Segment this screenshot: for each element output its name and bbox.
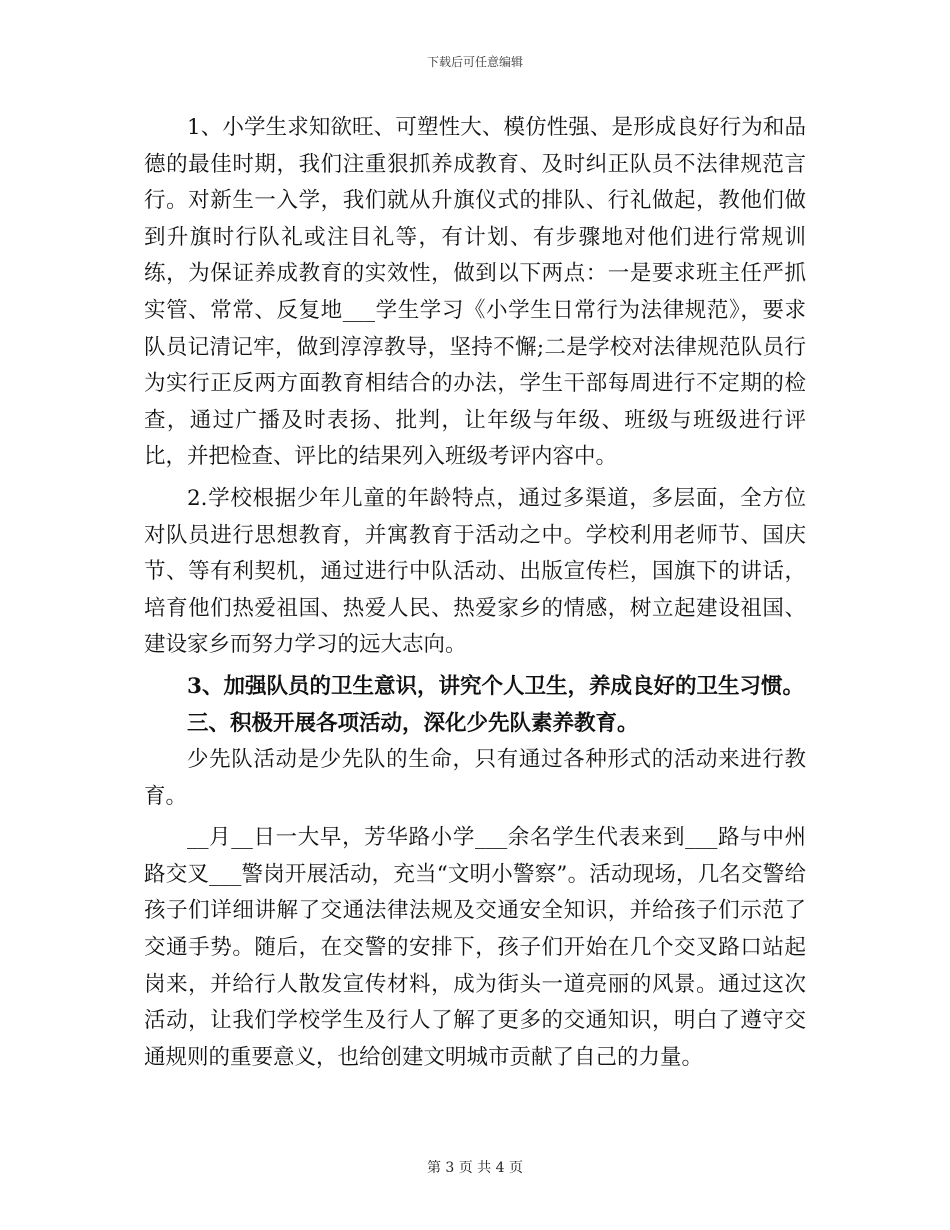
paragraph-traffic-activity: __月__日一大早，芳华路小学___余名学生代表来到___路与中州路交叉___警岗开展活动，充当“文明小警察”。活动现场，几名交警给孩子们详细讲解了交通法律法规及交通安全知识，并给孩子们示范了交通手势。随后，在交警的安排下，孩子们开始在几个交叉路口站起岗来，并给行人散发宣传材料，成为街头一道亮丽的风景。通过这次活动，让我们学校学生及行人了解了更多的交通知识，明白了遵守交通规则的重要意义，也给创建文明城市贡献了自己的力量。 [144, 825, 806, 1070]
heading-hygiene: 3、加强队员的卫生意识，讲究个人卫生，养成良好的卫生习惯。 [187, 673, 804, 699]
page-header: 下载后可任意编辑 [426, 55, 523, 69]
paragraph-1: 1、小学生求知欲旺、可塑性大、模仿性强、是形成良好行为和品德的最佳时期，我们注重狠抓养成教育、及时纠正队员不法律规范言行。对新生一入学，我们就从升旗仪式的排队、行礼做起，教他们做到升旗时行队礼或注目礼等，有计划、有步骤地对他们进行常规训练，为保证养成教育的实效性，做到以下两点：一是要求班主任严抓实管、常常、反复地___学生学习《小学生日常行为法律规范》，要求队员记清记牢，做到淳淳教导，坚持不懈;二是学校对法律规范队员行为实行正反两方面教育相结合的办法，学生干部每周进行不定期的检查，通过广播及时表扬、批判，让年级与年级、班级与班级进行评比，并把检查、评比的结果列入班级考评内容中。 [144, 115, 806, 470]
document-body [144, 110, 806, 1076]
page-number: 第 3 页 共 4 页 [426, 1160, 524, 1176]
section-heading-3: 三、积极开展各项活动，深化少先队素养教育。 [187, 710, 639, 736]
paragraph-2: 2.学校根据少年儿童的年龄特点，通过多渠道，多层面，全方位对队员进行思想教育，并寓教育于活动之中。学校利用老师节、国庆节、等有利契机，通过进行中队活动、出版宣传栏，国旗下的讲话，培育他们热爱祖国、热爱人民、热爱家乡的情感，树立起建设祖国、建设家乡而努力学习的远大志向。 [144, 485, 806, 658]
paragraph-activities-intro: 少先队活动是少先队的生命，只有通过各种形式的活动来进行教育。 [144, 747, 806, 809]
